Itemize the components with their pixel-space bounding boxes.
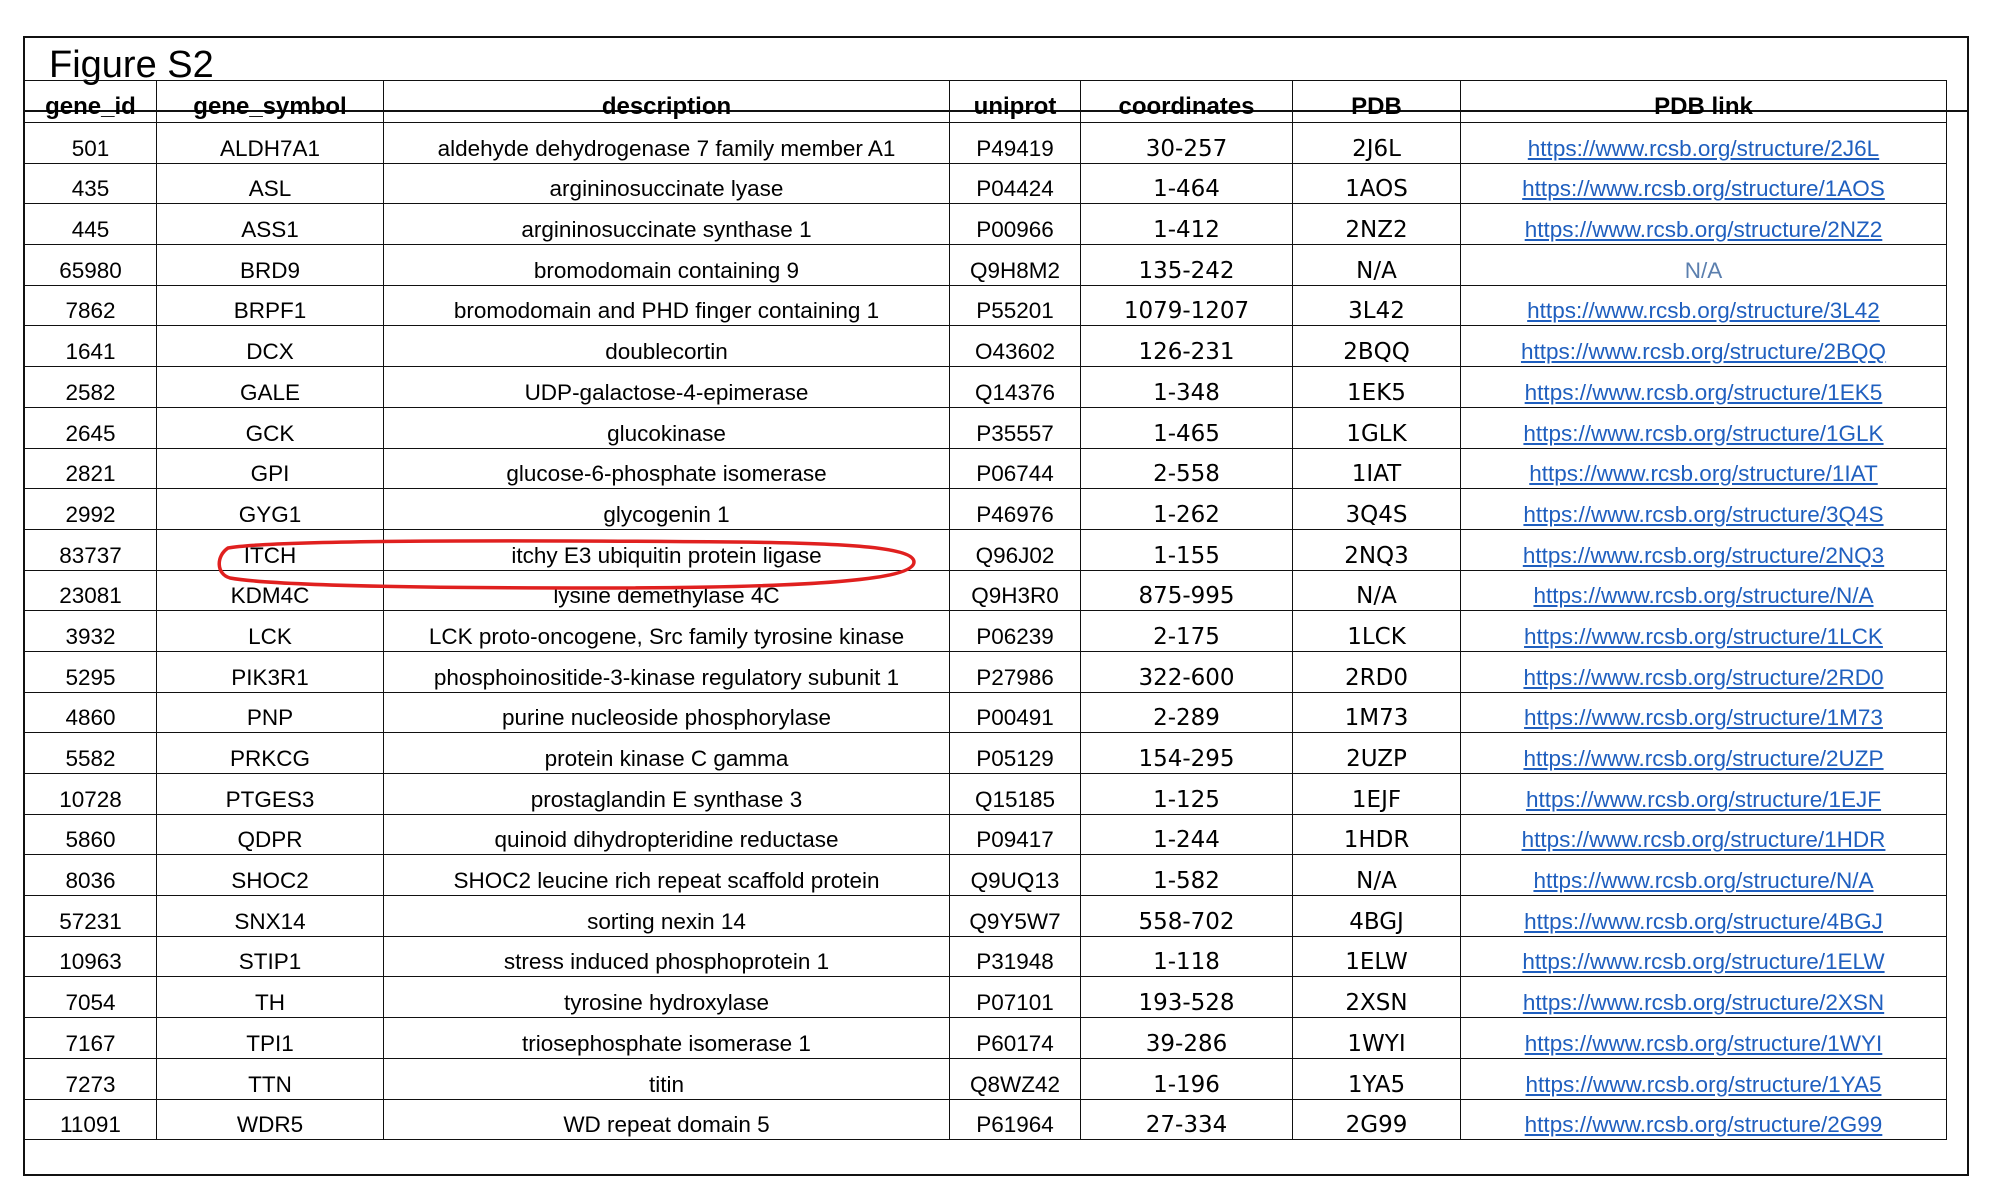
- cell-gene-symbol: PTGES3: [157, 774, 384, 815]
- cell-pdb-link[interactable]: https://www.rcsb.org/structure/1GLK: [1461, 407, 1947, 448]
- cell-uniprot: P04424: [950, 163, 1081, 204]
- cell-description: argininosuccinate synthase 1: [384, 204, 950, 245]
- cell-gene-symbol: ASS1: [157, 204, 384, 245]
- table-row: [25, 855, 1947, 896]
- table-row: [25, 651, 1947, 692]
- cell-coordinates: 27-334: [1081, 1099, 1293, 1140]
- cell-uniprot: Q9UQ13: [950, 855, 1081, 896]
- table-row: [25, 733, 1947, 774]
- cell-gene-symbol: BRPF1: [157, 285, 384, 326]
- cell-gene-id: 2645: [25, 407, 157, 448]
- cell-gene-id: 8036: [25, 855, 157, 896]
- cell-coordinates: 1-582: [1081, 855, 1293, 896]
- cell-description: sorting nexin 14: [384, 896, 950, 937]
- cell-gene-id: 7054: [25, 977, 157, 1018]
- cell-pdb-link[interactable]: https://www.rcsb.org/structure/1AOS: [1461, 163, 1947, 204]
- cell-pdb: 1WYI: [1293, 1018, 1461, 1059]
- cell-gene-symbol: SHOC2: [157, 855, 384, 896]
- cell-description: WD repeat domain 5: [384, 1099, 950, 1140]
- cell-gene-id: 2582: [25, 367, 157, 408]
- cell-description: LCK proto-oncogene, Src family tyrosine kinase: [384, 611, 950, 652]
- cell-gene-id: 23081: [25, 570, 157, 611]
- cell-pdb-link[interactable]: https://www.rcsb.org/structure/1HDR: [1461, 814, 1947, 855]
- cell-pdb-link[interactable]: https://www.rcsb.org/structure/1LCK: [1461, 611, 1947, 652]
- cell-gene-symbol: PNP: [157, 692, 384, 733]
- cell-pdb-link[interactable]: https://www.rcsb.org/structure/2NQ3: [1461, 529, 1947, 570]
- cell-description: protein kinase C gamma: [384, 733, 950, 774]
- cell-gene-symbol: TPI1: [157, 1018, 384, 1059]
- cell-pdb: 2J6L: [1293, 123, 1461, 164]
- cell-description: UDP-galactose-4-epimerase: [384, 367, 950, 408]
- cell-gene-id: 2992: [25, 489, 157, 530]
- table-row: [25, 1018, 1947, 1059]
- cell-description: bromodomain and PHD finger containing 1: [384, 285, 950, 326]
- cell-gene-symbol: LCK: [157, 611, 384, 652]
- cell-uniprot: Q9H8M2: [950, 245, 1081, 286]
- header-uniprot: uniprot: [950, 81, 1081, 123]
- cell-description: aldehyde dehydrogenase 7 family member A1: [384, 123, 950, 164]
- cell-pdb-link[interactable]: N/A: [1461, 245, 1947, 286]
- cell-description: prostaglandin E synthase 3: [384, 774, 950, 815]
- table-row: [25, 814, 1947, 855]
- gene-table: [24, 80, 1947, 1140]
- cell-uniprot: P49419: [950, 123, 1081, 164]
- cell-pdb: 1HDR: [1293, 814, 1461, 855]
- cell-gene-symbol: ASL: [157, 163, 384, 204]
- cell-gene-symbol: TTN: [157, 1058, 384, 1099]
- cell-pdb-link[interactable]: https://www.rcsb.org/structure/N/A: [1461, 570, 1947, 611]
- header-coordinates: coordinates: [1081, 81, 1293, 123]
- cell-gene-id: 57231: [25, 896, 157, 937]
- cell-description: tyrosine hydroxylase: [384, 977, 950, 1018]
- cell-coordinates: 322-600: [1081, 651, 1293, 692]
- cell-pdb: 1EK5: [1293, 367, 1461, 408]
- cell-gene-symbol: GCK: [157, 407, 384, 448]
- cell-gene-id: 83737: [25, 529, 157, 570]
- cell-pdb: 1AOS: [1293, 163, 1461, 204]
- table-row: [25, 245, 1947, 286]
- cell-gene-symbol: QDPR: [157, 814, 384, 855]
- header-description: description: [384, 81, 950, 123]
- cell-description: stress induced phosphoprotein 1: [384, 936, 950, 977]
- cell-pdb: 1LCK: [1293, 611, 1461, 652]
- table-row: [25, 529, 1947, 570]
- cell-gene-symbol: DCX: [157, 326, 384, 367]
- cell-pdb-link[interactable]: https://www.rcsb.org/structure/2RD0: [1461, 651, 1947, 692]
- cell-coordinates: 1-412: [1081, 204, 1293, 245]
- cell-gene-id: 3932: [25, 611, 157, 652]
- cell-gene-symbol: GALE: [157, 367, 384, 408]
- table-body: [25, 123, 1947, 1140]
- table-row: [25, 326, 1947, 367]
- cell-coordinates: 154-295: [1081, 733, 1293, 774]
- cell-gene-id: 11091: [25, 1099, 157, 1140]
- cell-gene-id: 10728: [25, 774, 157, 815]
- cell-coordinates: 875-995: [1081, 570, 1293, 611]
- cell-description: argininosuccinate lyase: [384, 163, 950, 204]
- cell-pdb: 3L42: [1293, 285, 1461, 326]
- cell-pdb: 1IAT: [1293, 448, 1461, 489]
- table-row: [25, 692, 1947, 733]
- header-gene-symbol: gene_symbol: [157, 81, 384, 123]
- cell-gene-symbol: SNX14: [157, 896, 384, 937]
- cell-uniprot: O43602: [950, 326, 1081, 367]
- cell-pdb-link[interactable]: https://www.rcsb.org/structure/3Q4S: [1461, 489, 1947, 530]
- cell-gene-id: 10963: [25, 936, 157, 977]
- cell-pdb: 4BGJ: [1293, 896, 1461, 937]
- cell-pdb: 1GLK: [1293, 407, 1461, 448]
- cell-coordinates: 558-702: [1081, 896, 1293, 937]
- cell-pdb-link[interactable]: https://www.rcsb.org/structure/3L42: [1461, 285, 1947, 326]
- cell-uniprot: P55201: [950, 285, 1081, 326]
- table-row: [25, 570, 1947, 611]
- cell-pdb-link[interactable]: https://www.rcsb.org/structure/2XSN: [1461, 977, 1947, 1018]
- cell-pdb: N/A: [1293, 855, 1461, 896]
- cell-coordinates: 1-155: [1081, 529, 1293, 570]
- table-row: [25, 163, 1947, 204]
- header-pdb-link: PDB link: [1461, 81, 1947, 123]
- cell-uniprot: Q96J02: [950, 529, 1081, 570]
- table-row: [25, 123, 1947, 164]
- table-row: [25, 977, 1947, 1018]
- cell-gene-symbol: PIK3R1: [157, 651, 384, 692]
- cell-coordinates: 126-231: [1081, 326, 1293, 367]
- cell-uniprot: P05129: [950, 733, 1081, 774]
- table-row: [25, 611, 1947, 652]
- table-header-row: [25, 81, 1947, 123]
- cell-description: SHOC2 leucine rich repeat scaffold protein: [384, 855, 950, 896]
- cell-pdb: 1YA5: [1293, 1058, 1461, 1099]
- cell-uniprot: Q14376: [950, 367, 1081, 408]
- cell-pdb-link[interactable]: https://www.rcsb.org/structure/1ELW: [1461, 936, 1947, 977]
- cell-pdb-link[interactable]: https://www.rcsb.org/structure/2BQQ: [1461, 326, 1947, 367]
- cell-pdb-link[interactable]: https://www.rcsb.org/structure/2UZP: [1461, 733, 1947, 774]
- cell-coordinates: 1-465: [1081, 407, 1293, 448]
- cell-description: purine nucleoside phosphorylase: [384, 692, 950, 733]
- cell-uniprot: P27986: [950, 651, 1081, 692]
- cell-pdb: 1EJF: [1293, 774, 1461, 815]
- cell-uniprot: P46976: [950, 489, 1081, 530]
- cell-pdb: 1M73: [1293, 692, 1461, 733]
- cell-uniprot: P00491: [950, 692, 1081, 733]
- cell-pdb-link[interactable]: https://www.rcsb.org/structure/2G99: [1461, 1099, 1947, 1140]
- table-row: [25, 774, 1947, 815]
- cell-uniprot: P31948: [950, 936, 1081, 977]
- cell-gene-symbol: ALDH7A1: [157, 123, 384, 164]
- cell-uniprot: Q9H3R0: [950, 570, 1081, 611]
- cell-pdb: 2NZ2: [1293, 204, 1461, 245]
- cell-gene-symbol: PRKCG: [157, 733, 384, 774]
- cell-coordinates: 193-528: [1081, 977, 1293, 1018]
- cell-description: glucokinase: [384, 407, 950, 448]
- cell-uniprot: P61964: [950, 1099, 1081, 1140]
- cell-pdb: 2G99: [1293, 1099, 1461, 1140]
- cell-coordinates: 1-262: [1081, 489, 1293, 530]
- table-row: [25, 367, 1947, 408]
- cell-coordinates: 1-118: [1081, 936, 1293, 977]
- gene-table-container: [24, 80, 1946, 1140]
- cell-coordinates: 1-244: [1081, 814, 1293, 855]
- cell-gene-symbol: KDM4C: [157, 570, 384, 611]
- cell-description: glucose-6-phosphate isomerase: [384, 448, 950, 489]
- cell-pdb: 2UZP: [1293, 733, 1461, 774]
- cell-gene-id: 7167: [25, 1018, 157, 1059]
- cell-uniprot: P00966: [950, 204, 1081, 245]
- table-row: [25, 896, 1947, 937]
- cell-uniprot: Q9Y5W7: [950, 896, 1081, 937]
- figure-title: Figure S2: [49, 44, 214, 86]
- cell-pdb: N/A: [1293, 570, 1461, 611]
- cell-description: triosephosphate isomerase 1: [384, 1018, 950, 1059]
- cell-gene-id: 2821: [25, 448, 157, 489]
- cell-pdb-link[interactable]: https://www.rcsb.org/structure/N/A: [1461, 855, 1947, 896]
- cell-uniprot: P07101: [950, 977, 1081, 1018]
- cell-gene-id: 7273: [25, 1058, 157, 1099]
- table-row: [25, 936, 1947, 977]
- cell-pdb-link[interactable]: https://www.rcsb.org/structure/1M73: [1461, 692, 1947, 733]
- cell-uniprot: P60174: [950, 1018, 1081, 1059]
- cell-gene-id: 5582: [25, 733, 157, 774]
- cell-gene-id: 7862: [25, 285, 157, 326]
- table-row: [25, 1058, 1947, 1099]
- cell-gene-symbol: GPI: [157, 448, 384, 489]
- cell-pdb: 1ELW: [1293, 936, 1461, 977]
- table-row: [25, 407, 1947, 448]
- cell-description: itchy E3 ubiquitin protein ligase: [384, 529, 950, 570]
- cell-coordinates: 39-286: [1081, 1018, 1293, 1059]
- cell-pdb: 2NQ3: [1293, 529, 1461, 570]
- cell-description: lysine demethylase 4C: [384, 570, 950, 611]
- cell-description: phosphoinositide-3-kinase regulatory subunit 1: [384, 651, 950, 692]
- cell-pdb: 2BQQ: [1293, 326, 1461, 367]
- cell-coordinates: 135-242: [1081, 245, 1293, 286]
- cell-coordinates: 2-289: [1081, 692, 1293, 733]
- cell-pdb-link[interactable]: https://www.rcsb.org/structure/1EJF: [1461, 774, 1947, 815]
- cell-uniprot: P06239: [950, 611, 1081, 652]
- cell-pdb: 3Q4S: [1293, 489, 1461, 530]
- cell-coordinates: 1079-1207: [1081, 285, 1293, 326]
- cell-gene-symbol: TH: [157, 977, 384, 1018]
- cell-coordinates: 1-196: [1081, 1058, 1293, 1099]
- cell-uniprot: Q15185: [950, 774, 1081, 815]
- cell-pdb-link[interactable]: https://www.rcsb.org/structure/4BGJ: [1461, 896, 1947, 937]
- table-row: [25, 285, 1947, 326]
- table-row: [25, 204, 1947, 245]
- cell-pdb-link[interactable]: https://www.rcsb.org/structure/2NZ2: [1461, 204, 1947, 245]
- cell-gene-symbol: ITCH: [157, 529, 384, 570]
- cell-coordinates: 1-464: [1081, 163, 1293, 204]
- cell-coordinates: 2-558: [1081, 448, 1293, 489]
- cell-pdb: N/A: [1293, 245, 1461, 286]
- cell-gene-symbol: STIP1: [157, 936, 384, 977]
- table-row: [25, 489, 1947, 530]
- cell-gene-symbol: BRD9: [157, 245, 384, 286]
- table-row: [25, 1099, 1947, 1140]
- cell-pdb-link[interactable]: https://www.rcsb.org/structure/1YA5: [1461, 1058, 1947, 1099]
- cell-pdb-link[interactable]: https://www.rcsb.org/structure/2J6L: [1461, 123, 1947, 164]
- cell-pdb-link[interactable]: https://www.rcsb.org/structure/1EK5: [1461, 367, 1947, 408]
- cell-uniprot: Q8WZ42: [950, 1058, 1081, 1099]
- cell-coordinates: 1-348: [1081, 367, 1293, 408]
- cell-description: bromodomain containing 9: [384, 245, 950, 286]
- cell-gene-symbol: GYG1: [157, 489, 384, 530]
- cell-pdb-link[interactable]: https://www.rcsb.org/structure/1IAT: [1461, 448, 1947, 489]
- cell-gene-id: 501: [25, 123, 157, 164]
- cell-description: doublecortin: [384, 326, 950, 367]
- cell-pdb: 2RD0: [1293, 651, 1461, 692]
- cell-gene-id: 435: [25, 163, 157, 204]
- header-gene-id: gene_id: [25, 81, 157, 123]
- cell-uniprot: P06744: [950, 448, 1081, 489]
- cell-gene-id: 4860: [25, 692, 157, 733]
- cell-pdb-link[interactable]: https://www.rcsb.org/structure/1WYI: [1461, 1018, 1947, 1059]
- cell-uniprot: P09417: [950, 814, 1081, 855]
- cell-description: titin: [384, 1058, 950, 1099]
- cell-gene-id: 5295: [25, 651, 157, 692]
- cell-gene-symbol: WDR5: [157, 1099, 384, 1140]
- cell-pdb: 2XSN: [1293, 977, 1461, 1018]
- cell-description: quinoid dihydropteridine reductase: [384, 814, 950, 855]
- cell-coordinates: 30-257: [1081, 123, 1293, 164]
- cell-description: glycogenin 1: [384, 489, 950, 530]
- cell-coordinates: 2-175: [1081, 611, 1293, 652]
- cell-gene-id: 1641: [25, 326, 157, 367]
- cell-gene-id: 65980: [25, 245, 157, 286]
- cell-gene-id: 445: [25, 204, 157, 245]
- cell-coordinates: 1-125: [1081, 774, 1293, 815]
- cell-gene-id: 5860: [25, 814, 157, 855]
- cell-uniprot: P35557: [950, 407, 1081, 448]
- header-pdb: PDB: [1293, 81, 1461, 123]
- table-row: [25, 448, 1947, 489]
